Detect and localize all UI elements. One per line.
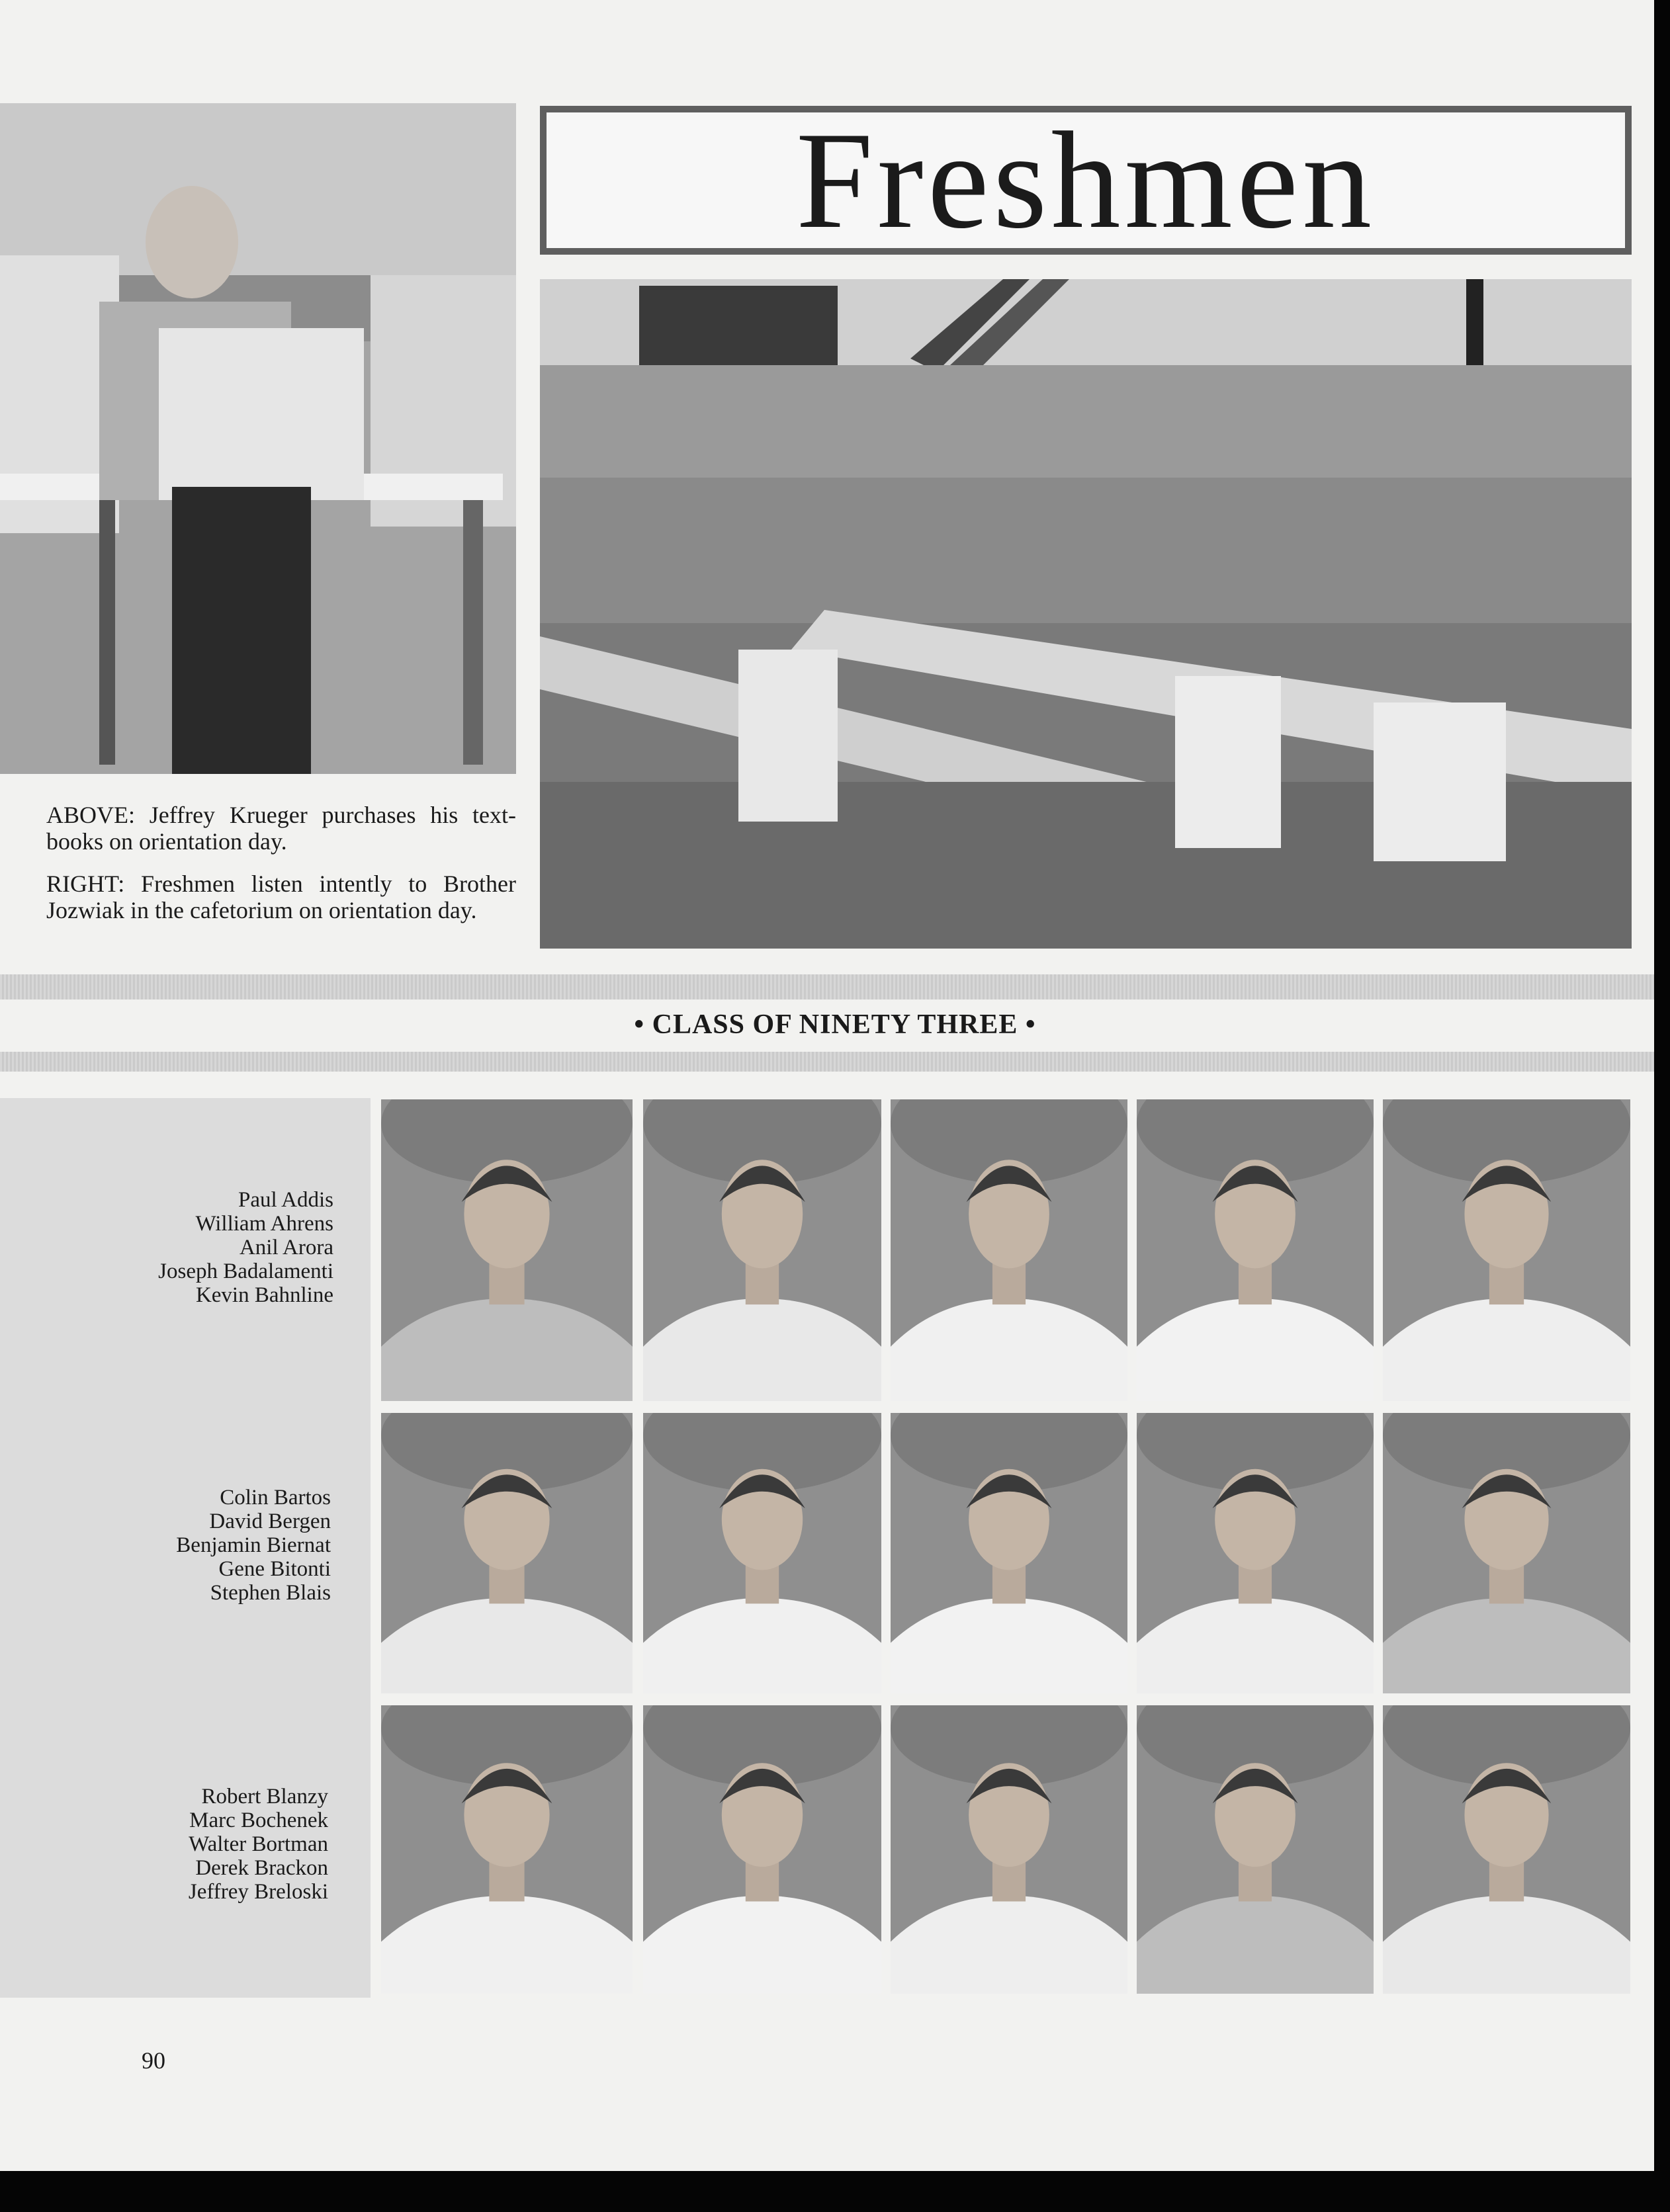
student-portrait — [643, 1099, 881, 1401]
page-number: 90 — [142, 2047, 165, 2074]
student-portrait — [381, 1705, 633, 1994]
student-name: William Ahrens — [195, 1212, 333, 1236]
student-name: Derek Brackon — [195, 1856, 328, 1880]
names-row-3 — [40, 1785, 328, 1904]
right-border — [1654, 0, 1670, 2212]
names-row-1 — [40, 1188, 333, 1307]
student-portrait — [381, 1099, 633, 1401]
photo-cafetorium — [540, 279, 1632, 949]
student-portrait — [1383, 1705, 1630, 1994]
student-name: Benjamin Biernat — [176, 1533, 331, 1557]
page-title-box — [540, 103, 1632, 257]
student-portrait — [891, 1099, 1127, 1401]
student-name: Marc Bochenek — [189, 1808, 328, 1832]
student-name: Robert Blanzy — [201, 1785, 328, 1808]
student-name: Walter Bortman — [189, 1832, 328, 1856]
student-portrait — [1137, 1099, 1374, 1401]
student-name: Paul Addis — [238, 1188, 333, 1212]
student-name: Jeffrey Breloski — [188, 1880, 328, 1904]
class-band-top — [0, 974, 1670, 1000]
page-title: Freshmen — [795, 103, 1376, 257]
student-name: David Bergen — [209, 1510, 331, 1533]
student-name: Colin Bartos — [220, 1486, 331, 1510]
student-portrait — [643, 1413, 881, 1693]
student-portrait — [1383, 1413, 1630, 1693]
photo-captions — [46, 802, 516, 939]
student-name: Stephen Blais — [210, 1581, 331, 1605]
photo-textbooks — [0, 103, 516, 774]
student-portrait — [381, 1413, 633, 1693]
class-band-bottom — [0, 1052, 1670, 1072]
bottom-border — [0, 2171, 1670, 2212]
names-row-2 — [40, 1486, 331, 1605]
caption-above: ABOVE: Jeffrey Krueger purchases his text-books on orientation day. — [46, 802, 516, 855]
student-portrait — [1137, 1705, 1374, 1994]
student-portrait — [643, 1705, 881, 1994]
student-name: Anil Arora — [239, 1236, 333, 1259]
class-heading: • CLASS OF NINETY THREE • — [634, 1009, 1036, 1040]
student-name: Joseph Badalamenti — [158, 1259, 333, 1283]
student-portrait — [1383, 1099, 1630, 1401]
student-name: Gene Bitonti — [218, 1557, 331, 1581]
student-name: Kevin Bahnline — [195, 1283, 333, 1307]
caption-right: RIGHT: Freshmen listen intently to Brother Jozwiak in the cafetorium on orientation day. — [46, 871, 516, 923]
student-portrait — [891, 1413, 1127, 1693]
student-portrait — [1137, 1413, 1374, 1693]
student-portrait — [891, 1705, 1127, 1994]
